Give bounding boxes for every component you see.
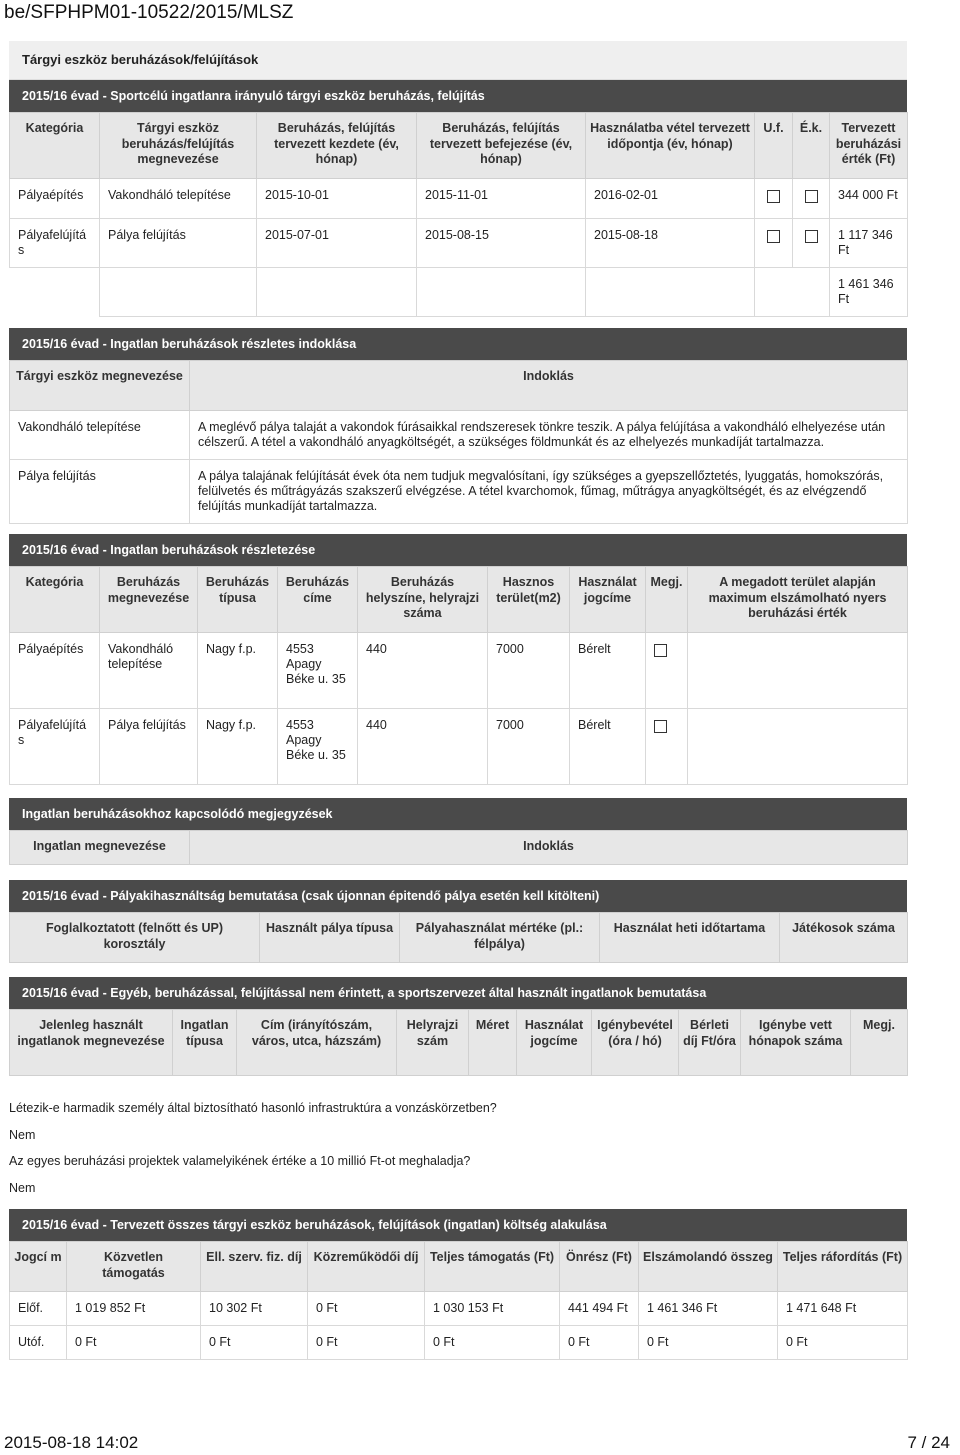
- note-cell: [646, 633, 688, 709]
- right-cell: Bérelt: [570, 709, 646, 785]
- col-header: Helyrajzi szám: [397, 1010, 469, 1076]
- plot-cell: 440: [358, 709, 488, 785]
- col-header: Bérleti díj Ft/óra: [679, 1010, 741, 1076]
- col-header: Beruházás címe: [278, 567, 358, 633]
- area-cell: 7000: [488, 633, 570, 709]
- justification-cell: A pálya talajának felújítását évek óta nem tudjuk megvalósítani, így szükséges a gyepszellőztetés, lyuggatás, homokszórás, felülvetés és műtrágyázás szakszerű elvégzése. A tétel kvarchomok, fűmag, műtrágya anyagköltségét, és az elvégzendő felújítás munkadíját tartalmazza.: [190, 460, 908, 524]
- note-cell: [646, 709, 688, 785]
- section-cost-summary: [9, 1209, 907, 1360]
- address-cell: 4553 Apagy Béke u. 35: [278, 709, 358, 785]
- section-remarks: [9, 798, 907, 865]
- col-header: Használat heti időtartama: [600, 913, 780, 963]
- col-header: Használat jogcíme: [517, 1010, 592, 1076]
- col-header: Pályahasználat mértéke (pl.: félpálya): [400, 913, 600, 963]
- ek-checkbox[interactable]: [805, 230, 818, 243]
- col-header: Elszámolandó összeg: [639, 1242, 778, 1292]
- col-header: Kategória: [10, 113, 100, 179]
- utilization-table: [9, 912, 908, 963]
- document-id: be/SFPHPM01-10522/2015/MLSZ: [4, 2, 294, 23]
- cost-cell: 1 461 346 Ft: [639, 1292, 778, 1326]
- table-row: [10, 1326, 908, 1360]
- area-cell: 7000: [488, 709, 570, 785]
- remarks-table: [9, 830, 908, 865]
- col-header: Beruházás típusa: [198, 567, 278, 633]
- col-header: Tervezett beruházási érték (Ft): [830, 113, 908, 179]
- col-header: Cím (irányítószám, város, utca, házszám): [237, 1010, 397, 1076]
- right-cell: Bérelt: [570, 633, 646, 709]
- section-investments: [9, 80, 907, 317]
- note-checkbox[interactable]: [654, 720, 667, 733]
- section-utilization: [9, 880, 907, 963]
- cost-cell: 0 Ft: [308, 1292, 425, 1326]
- col-header: Tárgyi eszköz beruházás/felújítás megnevezése: [100, 113, 257, 179]
- table-row: [10, 179, 908, 219]
- category-cell: Pályaépítés: [10, 179, 100, 219]
- col-header: Igénybe vett hónapok száma: [741, 1010, 851, 1076]
- col-header: U.f.: [755, 113, 793, 179]
- col-header: Megj.: [851, 1010, 908, 1076]
- answer-ten-million: Nem: [9, 1181, 36, 1195]
- col-header: Beruházás helyszíne, helyrajzi száma: [358, 567, 488, 633]
- col-header: Közvetlen támogatás: [67, 1242, 201, 1292]
- section-title: 2015/16 évad - Egyéb, beruházással, felújítással nem érintett, a sportszervezet által használt ingatlanok bemutatása: [9, 977, 907, 1009]
- col-header: Ingatlan típusa: [173, 1010, 237, 1076]
- main-title: Tárgyi eszköz beruházások/felújítások: [22, 52, 259, 67]
- total-value: 1 461 346 Ft: [830, 268, 908, 317]
- col-header: Használt pálya típusa: [260, 913, 400, 963]
- col-header: É.k.: [793, 113, 830, 179]
- col-header: Igénybevétel (óra / hó): [592, 1010, 679, 1076]
- col-header: A megadott terület alapján maximum elszámolható nyers beruházási érték: [688, 567, 908, 633]
- col-header: Használatba vétel tervezett időpontja (év, hónap): [586, 113, 755, 179]
- table-row: [10, 411, 908, 460]
- cost-cell: 0 Ft: [639, 1326, 778, 1360]
- section-details: [9, 534, 907, 785]
- ek-cell: [793, 219, 830, 268]
- type-cell: Nagy f.p.: [198, 633, 278, 709]
- col-header: Megj.: [646, 567, 688, 633]
- section-title: 2015/16 évad - Pályakihasználtság bemutatása (csak újonnan épitendő pálya esetén kell kitölteni): [9, 880, 907, 912]
- ek-checkbox[interactable]: [805, 190, 818, 203]
- name-cell: Pálya felújítás: [100, 709, 198, 785]
- note-checkbox[interactable]: [654, 644, 667, 657]
- cost-cell: 0 Ft: [201, 1326, 308, 1360]
- name-cell: Vakondháló telepítése: [100, 179, 257, 219]
- col-header: Tárgyi eszköz megnevezése: [10, 361, 190, 411]
- start-cell: 2015-07-01: [257, 219, 417, 268]
- col-header: Teljes támogatás (Ft): [425, 1242, 560, 1292]
- col-header: Játékosok száma: [780, 913, 908, 963]
- ek-cell: [793, 179, 830, 219]
- end-cell: 2015-08-15: [417, 219, 586, 268]
- use-cell: 2015-08-18: [586, 219, 755, 268]
- page-number: 7 / 24: [907, 1433, 950, 1452]
- category-cell: Pályaépítés: [10, 633, 100, 709]
- section-title: 2015/16 évad - Tervezett összes tárgyi eszköz beruházások, felújítások (ingatlan) költség alakulása: [9, 1209, 907, 1241]
- value-cell: 344 000 Ft: [830, 179, 908, 219]
- table-row: [10, 460, 908, 524]
- table-row: [10, 1292, 908, 1326]
- type-cell: Nagy f.p.: [198, 709, 278, 785]
- answer-infrastructure: Nem: [9, 1128, 36, 1142]
- col-header: Közreműködői díj: [308, 1242, 425, 1292]
- section-other-properties: [9, 977, 907, 1076]
- cost-cell: 1 019 852 Ft: [67, 1292, 201, 1326]
- end-cell: 2015-11-01: [417, 179, 586, 219]
- address-cell: 4553 Apagy Béke u. 35: [278, 633, 358, 709]
- other-properties-table: [9, 1009, 908, 1076]
- cost-cell: 1 030 153 Ft: [425, 1292, 560, 1326]
- col-header: Beruházás, felújítás tervezett kezdete (év, hónap): [257, 113, 417, 179]
- uf-cell: [755, 219, 793, 268]
- cost-cell: 10 302 Ft: [201, 1292, 308, 1326]
- name-cell: Vakondháló telepítése: [10, 411, 190, 460]
- uf-cell: [755, 179, 793, 219]
- cost-cell: 0 Ft: [308, 1326, 425, 1360]
- name-cell: Vakondháló telepítése: [100, 633, 198, 709]
- section-title: Ingatlan beruházásokhoz kapcsolódó megjegyzések: [9, 798, 907, 830]
- main-title-bar: [9, 41, 907, 80]
- category-cell: Pályafelújítás: [10, 709, 100, 785]
- col-header: Jelenleg használt ingatlanok megnevezése: [10, 1010, 173, 1076]
- cost-cell: 0 Ft: [560, 1326, 639, 1360]
- section-title: 2015/16 évad - Ingatlan beruházások részletes indoklása: [9, 328, 907, 360]
- category-cell: Pályafelújítás: [10, 219, 100, 268]
- details-table: [9, 566, 908, 785]
- cost-cell: 0 Ft: [67, 1326, 201, 1360]
- start-cell: 2015-10-01: [257, 179, 417, 219]
- col-header: Ingatlan megnevezése: [10, 831, 190, 865]
- col-header: Méret: [469, 1010, 517, 1076]
- question-infrastructure: Létezik-e harmadik személy által biztosítható hasonló infrastruktúra a vonzáskörzetben?: [9, 1101, 497, 1115]
- question-ten-million: Az egyes beruházási projektek valamelyikének értéke a 10 millió Ft-ot meghaladja?: [9, 1154, 471, 1168]
- col-header: Indoklás: [190, 361, 908, 411]
- plot-cell: 440: [358, 633, 488, 709]
- justification-cell: A meglévő pálya talaját a vakondok fúrásaikkal rendszeresek tönkre teszik. A pálya felújítása a vakondháló elhelyezése után célszerű. A tétel a vakondháló anyagköltségét, a szükséges földmunkát és az elhelyezés munkadíját tartalmazza.: [190, 411, 908, 460]
- value-cell: 1 117 346 Ft: [830, 219, 908, 268]
- cost-cell: 0 Ft: [425, 1326, 560, 1360]
- section-justification: [9, 328, 907, 524]
- footer-datetime: 2015-08-18 14:02: [4, 1433, 139, 1452]
- use-cell: 2016-02-01: [586, 179, 755, 219]
- col-header: Beruházás megnevezése: [100, 567, 198, 633]
- name-cell: Pálya felújítás: [100, 219, 257, 268]
- total-row: [10, 268, 908, 317]
- table-row: [10, 219, 908, 268]
- cost-cell: 441 494 Ft: [560, 1292, 639, 1326]
- col-header: Indoklás: [190, 831, 908, 865]
- cost-cell: Előf.: [10, 1292, 67, 1326]
- section-title: 2015/16 évad - Sportcélú ingatlanra irányuló tárgyi eszköz beruházás, felújítás: [9, 80, 907, 112]
- col-header: Jogcí m: [10, 1242, 67, 1292]
- name-cell: Pálya felújítás: [10, 460, 190, 524]
- section-title: 2015/16 évad - Ingatlan beruházások részletezése: [9, 534, 907, 566]
- uf-checkbox[interactable]: [767, 230, 780, 243]
- col-header: Foglalkoztatott (felnőtt és UP) korosztály: [10, 913, 260, 963]
- col-header: Használat jogcíme: [570, 567, 646, 633]
- table-row: [10, 633, 908, 709]
- table-row: [10, 709, 908, 785]
- cost-cell: 0 Ft: [778, 1326, 908, 1360]
- cost-cell: 1 471 648 Ft: [778, 1292, 908, 1326]
- cost-cell: Utóf.: [10, 1326, 67, 1360]
- investments-table: [9, 112, 908, 317]
- col-header: Beruházás, felújítás tervezett befejezése (év, hónap): [417, 113, 586, 179]
- col-header: Ell. szerv. fiz. díj: [201, 1242, 308, 1292]
- col-header: Önrész (Ft): [560, 1242, 639, 1292]
- justification-table: [9, 360, 908, 524]
- col-header: Kategória: [10, 567, 100, 633]
- uf-checkbox[interactable]: [767, 190, 780, 203]
- col-header: Hasznos terület(m2): [488, 567, 570, 633]
- cost-summary-table: [9, 1241, 908, 1360]
- col-header: Teljes ráfordítás (Ft): [778, 1242, 908, 1292]
